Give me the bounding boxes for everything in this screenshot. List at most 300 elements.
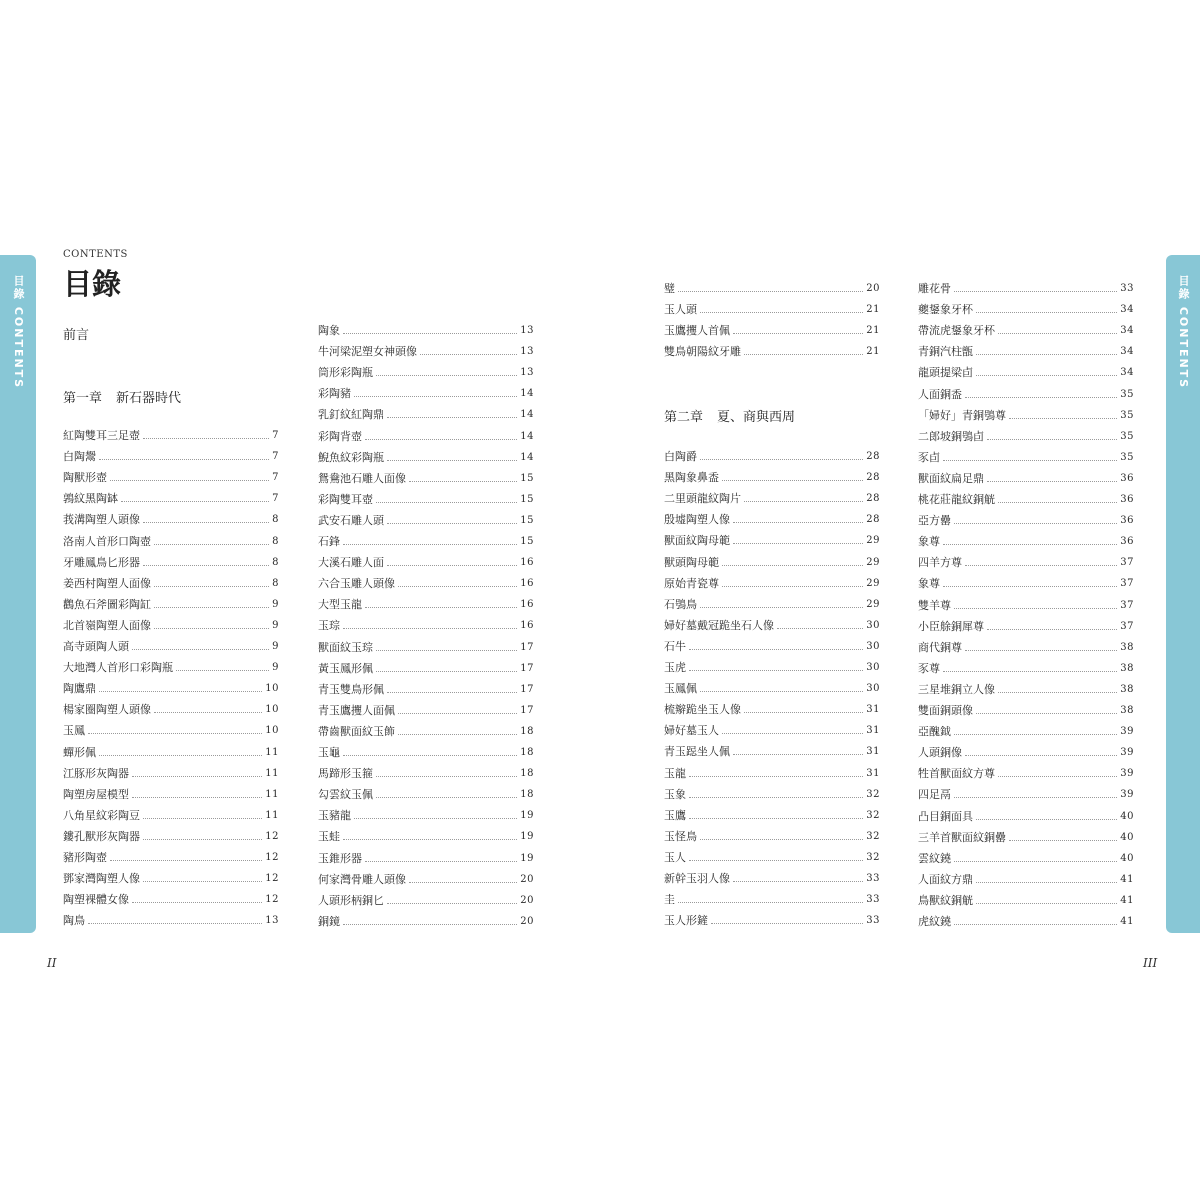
toc-entry[interactable] (664, 552, 880, 570)
toc-entry-title: 玉鷹攫人首佩 (664, 324, 730, 338)
dot-leader (689, 649, 863, 650)
toc-entry-title: 玉龍 (664, 766, 686, 780)
toc-entry-title: 商代銅尊 (918, 640, 962, 654)
toc-entry[interactable] (918, 278, 1134, 296)
toc-entry[interactable] (63, 847, 279, 865)
toc-entry-page: 39 (1120, 789, 1134, 801)
toc-entry-title: 玉人形鏟 (664, 914, 708, 928)
toc-entry-page: 14 (520, 409, 534, 421)
toc-entry-page: 12 (265, 852, 279, 863)
toc-entry[interactable] (918, 616, 1134, 634)
page-number-left: II (47, 956, 57, 970)
toc-entry-page: 31 (866, 767, 880, 779)
toc-entry-title: 石鋒 (318, 535, 340, 548)
dot-leader (99, 691, 262, 692)
toc-entry[interactable] (918, 510, 1134, 528)
toc-entry[interactable] (318, 510, 534, 528)
toc-entry[interactable] (918, 552, 1134, 570)
toc-entry-page: 33 (866, 915, 880, 927)
toc-entry-title: 筒形彩陶瓶 (318, 366, 373, 380)
toc-entry-title: 白陶鬶 (63, 450, 96, 464)
heading-chapter-2[interactable] (664, 406, 795, 425)
toc-entry-title: 雲紋鐃 (918, 851, 951, 865)
dot-leader (700, 839, 863, 840)
toc-entry[interactable] (664, 657, 880, 675)
toc-entry[interactable] (664, 699, 880, 717)
dot-leader (998, 333, 1117, 334)
toc-entry-title: 獸面紋玉琮 (318, 640, 373, 654)
toc-entry-title: 亞方罍 (918, 514, 951, 528)
dot-leader (376, 502, 517, 503)
toc-entry-page: 36 (1120, 494, 1134, 505)
dot-leader (132, 649, 269, 650)
toc-entry[interactable] (664, 488, 880, 506)
toc-entry-page: 39 (1120, 768, 1134, 780)
toc-entry[interactable] (63, 678, 279, 696)
toc-entry-title: 桃花莊龍紋銅觥 (918, 493, 995, 506)
toc-entry[interactable] (63, 720, 279, 738)
dot-leader (376, 671, 517, 672)
dot-leader (343, 628, 517, 629)
toc-entry-title: 「婦好」青銅鴞尊 (918, 408, 1006, 422)
toc-entry-page: 37 (1120, 620, 1134, 632)
toc-entry[interactable] (918, 489, 1134, 507)
toc-entry-title: 彩陶雙耳壺 (318, 492, 373, 506)
toc-entry[interactable] (63, 531, 279, 549)
toc-entry-page: 35 (1120, 451, 1134, 463)
toc-entry[interactable] (318, 531, 534, 549)
toc-entry-title: 新幹玉羽人像 (664, 872, 730, 885)
toc-entry-page: 7 (272, 472, 279, 484)
toc-entry[interactable] (63, 889, 279, 907)
dot-leader (954, 861, 1117, 862)
toc-entry-page: 21 (866, 304, 880, 316)
toc-entry-page: 37 (1120, 599, 1134, 611)
toc-entry[interactable] (318, 658, 534, 676)
dot-leader (365, 861, 517, 862)
toc-entry-title: 獸面紋陶母範 (664, 534, 730, 548)
toc-entry-title: 二郎坡銅鴞卣 (918, 429, 984, 443)
dot-leader (398, 734, 517, 735)
toc-entry-page: 8 (272, 535, 279, 547)
toc-entry[interactable] (918, 890, 1134, 908)
toc-entry-page: 31 (866, 725, 880, 737)
toc-entry[interactable] (918, 637, 1134, 655)
toc-entry-title: 石牛 (664, 639, 686, 653)
dot-leader (976, 713, 1117, 714)
toc-entry[interactable] (318, 721, 534, 739)
toc-entry-title: 牛河梁泥塑女神頭像 (318, 345, 417, 359)
toc-entry-page: 9 (272, 598, 279, 610)
toc-entry-title: 玉龜 (318, 746, 340, 759)
toc-entry-page: 32 (866, 788, 880, 800)
toc-entry-page: 8 (272, 556, 279, 568)
toc-entry-page: 11 (265, 767, 279, 779)
dot-leader (976, 312, 1117, 313)
toc-entry[interactable] (63, 763, 279, 781)
toc-entry-title: 豕尊 (918, 661, 940, 675)
toc-entry[interactable] (318, 637, 534, 655)
dot-leader (689, 818, 863, 819)
chapter-title: 新石器時代 (116, 391, 182, 406)
heading-chapter-1[interactable] (63, 387, 181, 406)
toc-entry-page: 19 (520, 852, 534, 864)
toc-entry[interactable] (318, 784, 534, 802)
toc-entry[interactable] (318, 426, 534, 444)
toc-entry[interactable] (63, 509, 279, 527)
dot-leader (998, 502, 1117, 503)
toc-entry-page: 41 (1120, 894, 1134, 906)
toc-entry[interactable] (918, 595, 1134, 613)
toc-entry-title: 黑陶象鼻盉 (664, 471, 719, 485)
dot-leader (143, 522, 269, 523)
toc-entry[interactable] (318, 552, 534, 570)
dot-leader (744, 354, 863, 355)
toc-entry-title: 莪溝陶塑人頭像 (63, 513, 140, 527)
toc-entry[interactable] (63, 615, 279, 633)
toc-entry-title: 玉鳳佩 (664, 682, 697, 696)
toc-entry[interactable] (664, 341, 880, 359)
toc-entry[interactable] (918, 911, 1134, 929)
toc-entry-title: 人面銅盉 (918, 387, 962, 401)
toc-entry-page: 35 (1120, 430, 1134, 442)
toc-entry-title: 婦好墓戴冠跪坐石人像 (664, 618, 774, 632)
toc-entry[interactable] (63, 910, 279, 928)
toc-entry[interactable] (318, 468, 534, 486)
toc-entry-title: 亞醜鉞 (918, 725, 951, 739)
toc-entry-page: 41 (1120, 916, 1134, 927)
toc-entry[interactable] (318, 763, 534, 781)
toc-entry[interactable] (318, 869, 534, 887)
dot-leader (954, 291, 1117, 292)
dot-leader (954, 734, 1117, 735)
toc-entry-title: 帶流虎鋬象牙杯 (918, 324, 995, 338)
toc-entry[interactable] (318, 362, 534, 380)
toc-entry[interactable] (63, 425, 279, 443)
dot-leader (700, 312, 863, 313)
toc-entry-title: 玉人頭 (664, 303, 697, 317)
toc-entry-title: 白陶爵 (664, 450, 697, 463)
dot-leader (409, 481, 517, 482)
toc-entry-title: 馬蹄形玉箍 (318, 767, 373, 781)
toc-entry-title: 璧 (664, 282, 675, 295)
toc-entry-page: 12 (265, 894, 279, 906)
toc-entry[interactable] (664, 594, 880, 612)
toc-entry-title: 青銅汽柱甑 (918, 345, 973, 359)
toc-entry-page: 38 (1120, 662, 1134, 674)
toc-entry-page: 10 (265, 683, 279, 695)
dot-leader (132, 797, 262, 798)
toc-entry[interactable] (664, 784, 880, 802)
toc-entry-page: 17 (520, 683, 534, 695)
dot-leader (376, 776, 517, 777)
toc-entry[interactable] (318, 805, 534, 823)
toc-entry[interactable] (664, 678, 880, 696)
dot-leader (954, 797, 1117, 798)
heading-preface[interactable] (63, 324, 89, 343)
dot-leader (387, 460, 517, 461)
toc-entry-page: 18 (520, 725, 534, 737)
toc-entry-title: 玉琮 (318, 619, 340, 633)
toc-entry[interactable] (63, 657, 279, 675)
toc-entry[interactable] (664, 615, 880, 633)
toc-entry-page: 40 (1120, 810, 1134, 822)
toc-entry-title: 陶鷹鼎 (63, 682, 96, 696)
toc-entry-title: 大溪石雕人面 (318, 556, 384, 570)
toc-entry[interactable] (918, 531, 1134, 549)
toc-entry[interactable] (918, 721, 1134, 739)
dot-leader (387, 565, 517, 566)
toc-entry-title: 雙羊尊 (918, 598, 951, 612)
dot-leader (154, 607, 269, 608)
toc-entry-title: 玉鳳 (63, 724, 85, 738)
toc-entry[interactable] (664, 636, 880, 654)
toc-entry[interactable] (664, 320, 880, 338)
toc-entry[interactable] (918, 827, 1134, 845)
toc-entry-title: 大地灣人首形口彩陶瓶 (63, 661, 173, 675)
toc-entry-page: 36 (1120, 515, 1134, 527)
toc-entry-page: 32 (866, 809, 880, 821)
toc-entry-page: 28 (866, 514, 880, 526)
dot-leader (143, 565, 269, 566)
toc-entry[interactable] (664, 530, 880, 548)
toc-entry-title: 鸛魚石斧圖彩陶缸 (63, 597, 151, 611)
toc-entry[interactable] (664, 299, 880, 317)
toc-entry-page: 34 (1120, 325, 1134, 337)
toc-entry[interactable] (664, 278, 880, 296)
toc-entry[interactable] (63, 826, 279, 844)
toc-entry[interactable] (63, 699, 279, 717)
dot-leader (678, 291, 863, 292)
toc-entry[interactable] (918, 700, 1134, 718)
dot-leader (1009, 840, 1117, 841)
toc-entry[interactable] (918, 806, 1134, 824)
toc-entry-page: 17 (520, 662, 534, 674)
toc-entry-page: 21 (866, 346, 880, 358)
toc-entry-page: 14 (520, 430, 534, 442)
dot-leader (976, 903, 1117, 904)
toc-entry-page: 30 (866, 683, 880, 695)
toc-entry-title: 雙鳥朝陽紋牙雕 (664, 345, 741, 359)
dot-leader (965, 397, 1117, 398)
toc-entry[interactable] (664, 868, 880, 886)
toc-entry-page: 7 (272, 451, 279, 463)
toc-entry-title: 大型玉龍 (318, 598, 362, 612)
toc-entry[interactable] (318, 742, 534, 760)
toc-entry-page: 19 (520, 831, 534, 843)
dot-leader (943, 460, 1117, 461)
dot-leader (976, 882, 1117, 883)
toc-entry[interactable] (918, 869, 1134, 887)
dot-leader (398, 713, 517, 714)
toc-entry[interactable] (918, 468, 1134, 486)
toc-entry[interactable] (318, 573, 534, 591)
toc-entry-title: 豬形陶壺 (63, 851, 107, 864)
toc-entry-title: 小臣艅銅犀尊 (918, 619, 984, 633)
toc-entry-title: 鴛鴦池石雕人面像 (318, 471, 406, 485)
toc-entry[interactable] (918, 341, 1134, 359)
toc-entry[interactable] (918, 573, 1134, 591)
toc-entry[interactable] (318, 700, 534, 718)
toc-entry-title: 彩陶豬 (318, 387, 351, 401)
toc-entry-page: 37 (1120, 578, 1134, 590)
toc-entry[interactable] (63, 488, 279, 506)
toc-entry-page: 13 (520, 346, 534, 358)
toc-entry[interactable] (63, 805, 279, 823)
toc-entry-page: 11 (265, 788, 279, 800)
dot-leader (744, 712, 863, 713)
toc-entry[interactable] (318, 679, 534, 697)
toc-entry[interactable] (664, 847, 880, 865)
toc-entry[interactable] (318, 489, 534, 507)
dot-leader (998, 776, 1117, 777)
side-tab-right (1166, 255, 1200, 933)
dot-leader (965, 565, 1117, 566)
dot-leader (689, 776, 863, 777)
toc-entry[interactable] (318, 404, 534, 422)
dot-leader (143, 818, 262, 819)
toc-entry-page: 34 (1120, 304, 1134, 316)
toc-entry[interactable] (318, 447, 534, 465)
toc-entry-page: 29 (866, 556, 880, 568)
toc-entry[interactable] (664, 509, 880, 527)
toc-entry[interactable] (63, 467, 279, 485)
toc-entry[interactable] (63, 446, 279, 464)
dot-leader (143, 881, 262, 882)
dot-leader (343, 755, 517, 756)
toc-entry-page: 31 (866, 704, 880, 716)
toc-entry[interactable] (318, 848, 534, 866)
toc-entry[interactable] (918, 679, 1134, 697)
toc-entry-page: 28 (866, 493, 880, 505)
toc-entry-page: 7 (272, 493, 279, 505)
toc-entry-page: 40 (1120, 831, 1134, 843)
toc-entry[interactable] (318, 594, 534, 612)
toc-entry-title: 何家灣骨雕人頭像 (318, 872, 406, 886)
toc-entry-title: 蟬形佩 (63, 745, 96, 759)
toc-entry[interactable] (664, 763, 880, 781)
toc-entry-page: 36 (1120, 536, 1134, 548)
dot-leader (1009, 418, 1117, 419)
toc-entry[interactable] (63, 573, 279, 591)
toc-entry[interactable] (918, 405, 1134, 423)
toc-entry[interactable] (318, 826, 534, 844)
toc-entry[interactable] (63, 868, 279, 886)
toc-entry-page: 13 (520, 367, 534, 379)
toc-entry[interactable] (664, 741, 880, 759)
dot-leader (88, 923, 262, 924)
toc-entry-title: 六合玉雕人頭像 (318, 577, 395, 591)
toc-entry-page: 15 (520, 472, 534, 484)
toc-entry[interactable] (664, 573, 880, 591)
toc-entry[interactable] (318, 615, 534, 633)
toc-entry-title: 四羊方尊 (918, 556, 962, 570)
toc-entry-page: 36 (1120, 472, 1134, 484)
toc-entry[interactable] (63, 784, 279, 802)
toc-entry-page: 18 (520, 768, 534, 780)
toc-entry-page: 8 (272, 514, 279, 526)
toc-entry-title: 玉錐形器 (318, 851, 362, 865)
toc-entry[interactable] (664, 467, 880, 485)
toc-entry[interactable] (918, 299, 1134, 317)
toc-entry[interactable] (918, 658, 1134, 676)
toc-entry[interactable] (664, 889, 880, 907)
toc-entry[interactable] (918, 742, 1134, 760)
toc-entry-title: 婦好墓玉人 (664, 724, 719, 738)
toc-entry-page: 16 (520, 557, 534, 569)
toc-entry-title: 龍頭提梁卣 (918, 366, 973, 380)
toc-entry[interactable] (318, 341, 534, 359)
toc-entry[interactable] (918, 784, 1134, 802)
toc-entry[interactable] (918, 362, 1134, 380)
toc-entry-title: 獸頭陶母範 (664, 555, 719, 569)
toc-entry-title: 青玉跽坐人佩 (664, 745, 730, 759)
toc-entry[interactable] (63, 594, 279, 612)
toc-entry-title: 北首嶺陶塑人面像 (63, 618, 151, 632)
dot-leader (744, 501, 863, 502)
toc-entry[interactable] (63, 636, 279, 654)
toc-entry[interactable] (318, 911, 534, 929)
toc-entry-title: 鏤孔獸形灰陶器 (63, 829, 140, 843)
toc-entry[interactable] (918, 384, 1134, 402)
toc-entry[interactable] (918, 763, 1134, 781)
dot-leader (733, 543, 863, 544)
toc-entry-title: 陶象 (318, 324, 340, 337)
dot-leader (88, 733, 262, 734)
toc-entry[interactable] (318, 890, 534, 908)
toc-entry-title: 彩陶背壺 (318, 429, 362, 443)
toc-entry-title: 三羊首獸面紋銅罍 (918, 830, 1006, 844)
toc-entry-page: 40 (1120, 852, 1134, 864)
toc-entry[interactable] (63, 552, 279, 570)
toc-entry-title: 陶塑裸體女像 (63, 893, 129, 907)
toc-entry[interactable] (918, 320, 1134, 338)
side-tab-left (0, 255, 36, 933)
toc-entry[interactable] (918, 848, 1134, 866)
dot-leader (943, 586, 1117, 587)
toc-entry-page: 11 (265, 809, 279, 821)
toc-entry[interactable] (918, 447, 1134, 465)
toc-entry-page: 35 (1120, 409, 1134, 421)
toc-entry-page: 10 (265, 725, 279, 737)
dot-leader (689, 797, 863, 798)
toc-entry[interactable] (63, 742, 279, 760)
toc-entry[interactable] (664, 910, 880, 928)
toc-entry-title: 洛南人首形口陶壺 (63, 534, 151, 548)
dot-leader (733, 754, 863, 755)
dot-leader (976, 819, 1117, 820)
toc-entry[interactable] (664, 805, 880, 823)
toc-entry[interactable] (918, 426, 1134, 444)
toc-entry-title: 三星堆銅立人像 (918, 682, 995, 696)
dot-leader (398, 586, 517, 587)
dot-leader (711, 923, 863, 924)
toc-entry-title: 玉象 (664, 787, 686, 801)
toc-entry-page: 16 (520, 578, 534, 590)
toc-entry-page: 29 (866, 577, 880, 589)
toc-entry[interactable] (318, 383, 534, 401)
dot-leader (954, 924, 1117, 925)
toc-entry[interactable] (664, 446, 880, 464)
dot-leader (365, 607, 517, 608)
toc-entry[interactable] (318, 320, 534, 338)
toc-entry[interactable] (664, 720, 880, 738)
toc-entry-title: 青玉鷹攫人面佩 (318, 703, 395, 717)
toc-entry-page: 39 (1120, 726, 1134, 738)
toc-entry-page: 16 (520, 599, 534, 611)
toc-entry[interactable] (664, 826, 880, 844)
toc-entry-page: 41 (1120, 873, 1134, 885)
